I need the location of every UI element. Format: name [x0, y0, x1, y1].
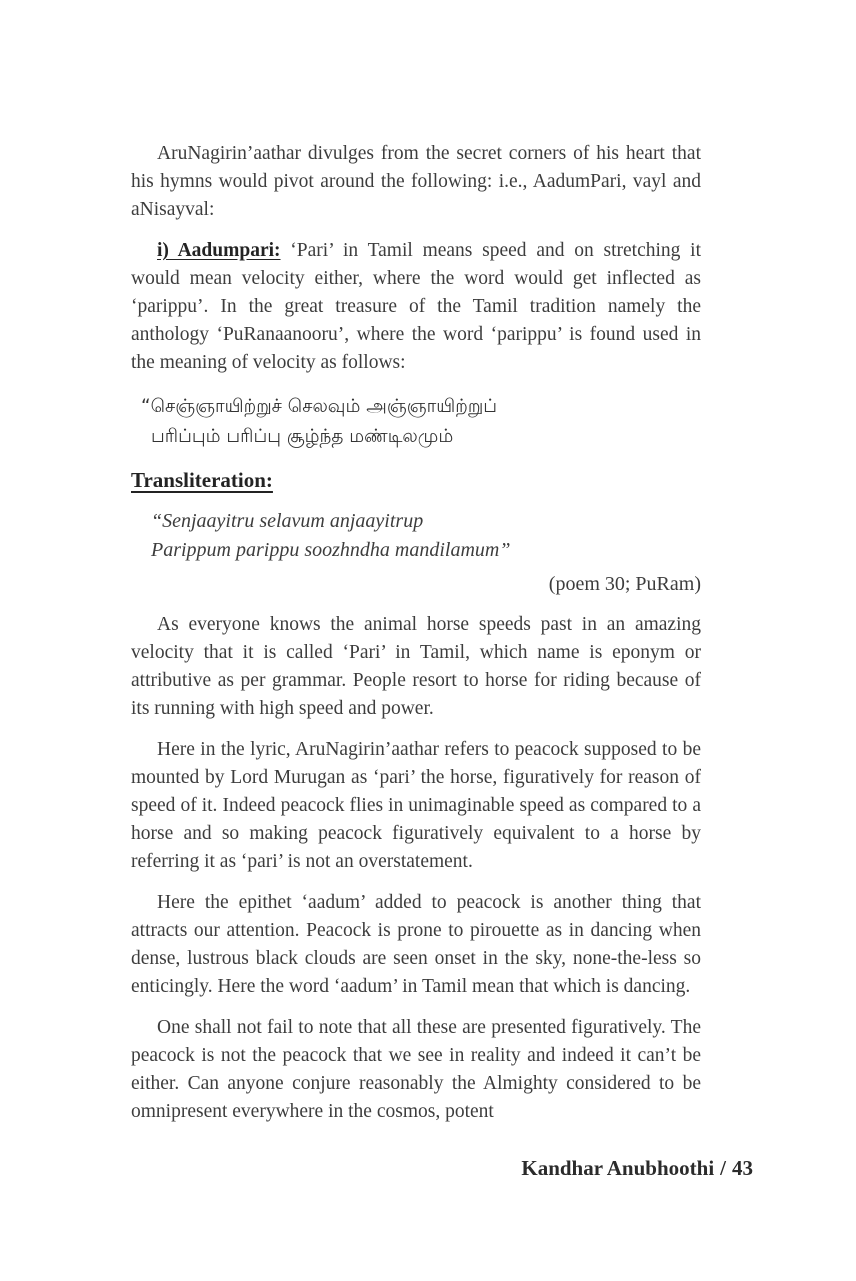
transliteration-verse — [151, 507, 701, 565]
poem-citation: (poem 30; PuRam) — [548, 573, 701, 595]
paragraph-aadum: Here the epithet ‘aadum’ added to peacock is another thing that attracts our attention. Peacock is prone to pirouette as in dancing when dense, lustrous black clouds are seen onset in the sky, none-the-less so enticingly. Here the word ‘aadum’ in Tamil mean that which is dancing. — [131, 892, 701, 997]
paragraph-lyric: Here in the lyric, AruNagirin’aathar refers to peacock supposed to be mounted by Lord Murugan as ‘pari’ the horse, figuratively for reason of speed of it. Indeed peacock flies in unimaginable speed as compared to a horse and so making peacock figuratively equivalent to a horse by referring it as ‘pari’ is not an overstatement. — [131, 739, 701, 872]
paragraph-aadumpari — [131, 237, 701, 377]
footer-book-title: Kandhar Anubhoothi — [521, 1156, 715, 1180]
page-content — [131, 140, 701, 1139]
transliteration-heading: Transliteration: — [131, 468, 273, 492]
tamil-verse — [141, 392, 701, 452]
paragraph-intro: AruNagirin’aathar divulges from the secret corners of his heart that his hymns would pivot around the following: i.e., AadumPari, vayl and aNisayval: — [131, 143, 701, 220]
aadumpari-section-text: ‘Pari’ in Tamil means speed and on stretching it would mean velocity either, where the word would get inflected as ‘parippu’. In the great treasure of the Tamil tradition namely the anthology ‘PuRanaanooru’, where the word ‘parippu’ is found used in the meaning of velocity as follows: — [131, 240, 701, 373]
footer-page-number: 43 — [732, 1156, 753, 1180]
paragraph-figurative: One shall not fail to note that all these are presented figuratively. The peacock is not the peacock that we see in reality and indeed it can’t be either. Can anyone conjure reasonably the Almighty considered to be omnipresent everywhere in the cosmos, potent — [131, 1017, 701, 1122]
tamil-verse-line-1: “செஞ்ஞாயிற்றுச் செலவும் அஞ்ஞாயிற்றுப் — [141, 396, 498, 417]
tamil-verse-line-2: பரிப்பும் பரிப்பு சூழ்ந்த மண்டிலமும் — [151, 426, 454, 447]
transliteration-line-2: Parippum parippu soozhndha mandilamum” — [151, 539, 511, 561]
page-footer — [521, 1156, 753, 1181]
footer-separator: / — [720, 1156, 726, 1180]
paragraph-horse: As everyone knows the animal horse speeds past in an amazing velocity that it is called ‘Pari’ in Tamil, which name is eponym or attributive as per grammar. People resort to horse for riding because of its running with high speed and power. — [131, 614, 701, 719]
aadumpari-section-label: i) Aadumpari: — [157, 240, 281, 261]
transliteration-line-1: “Senjaayitru selavum anjaayitrup — [151, 510, 424, 532]
